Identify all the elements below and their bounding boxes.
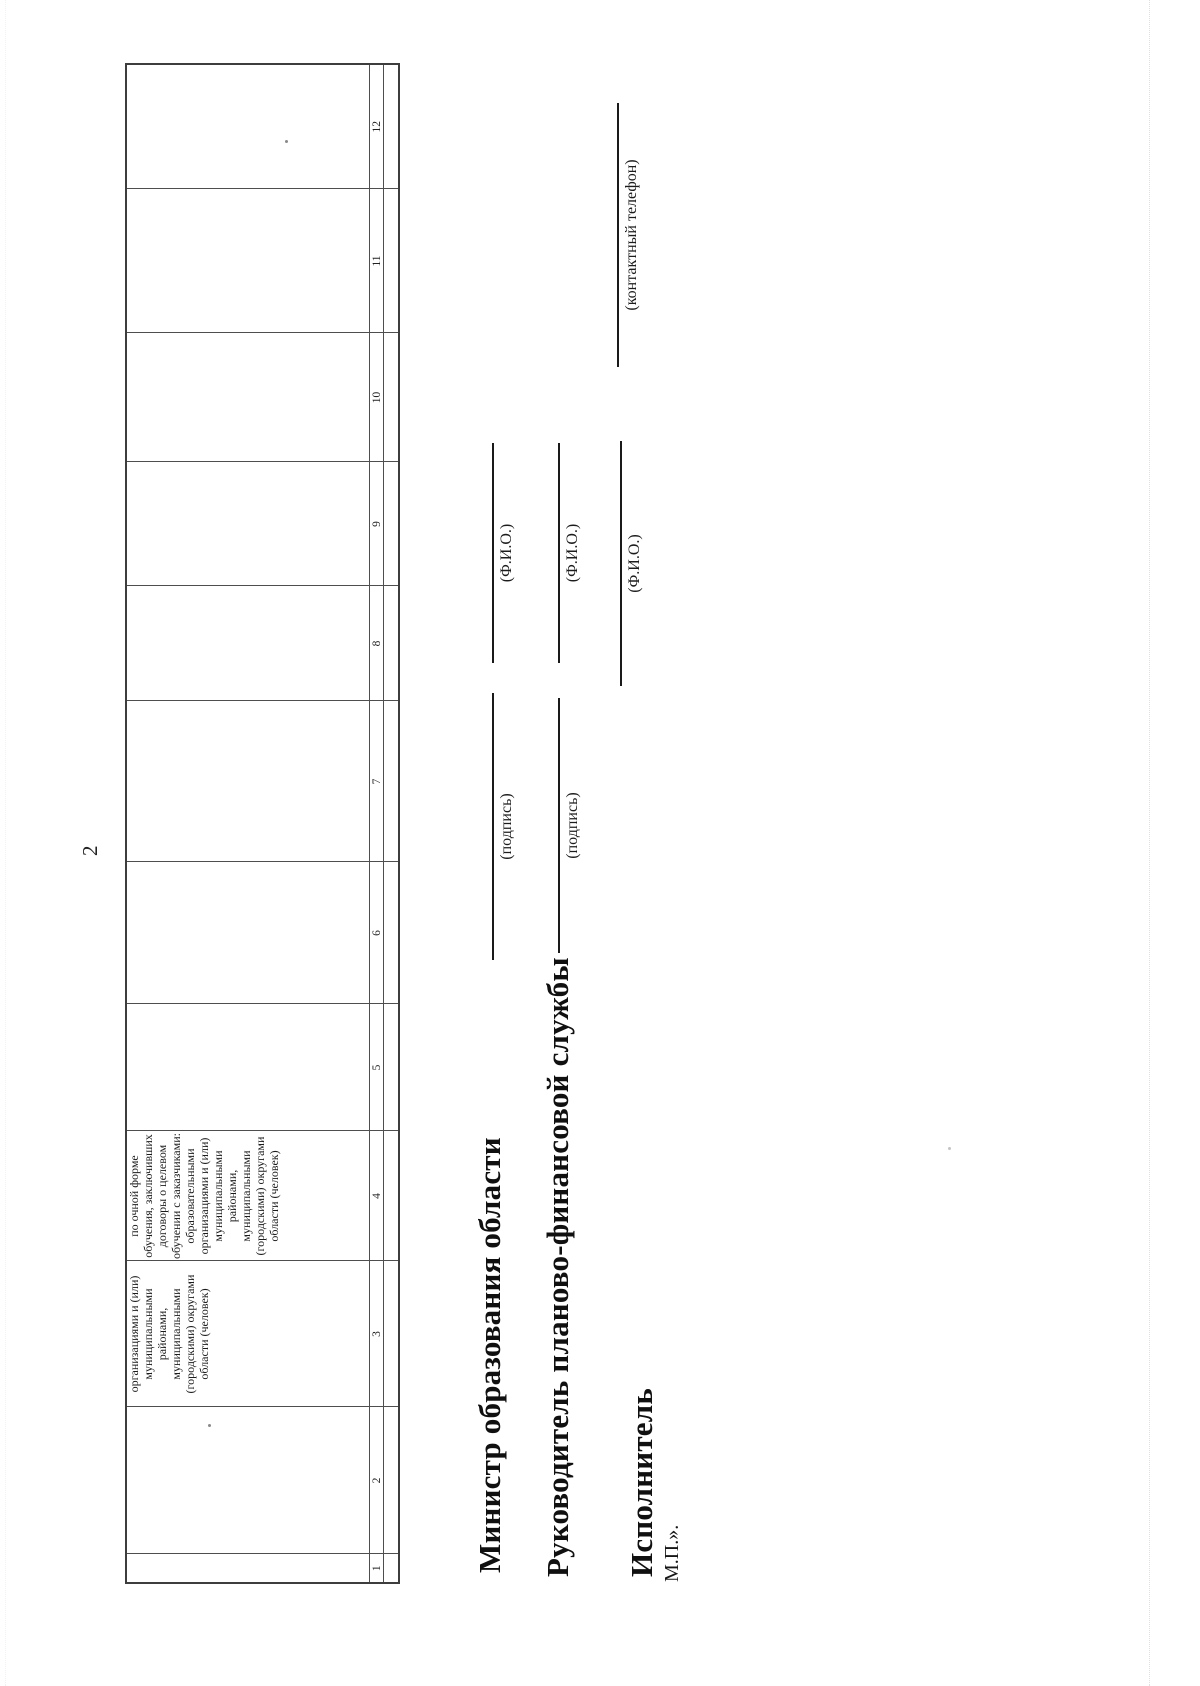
scan-artifact	[5, 0, 6, 1686]
column-number-2: 2	[370, 1407, 384, 1554]
minister-name-line	[492, 443, 516, 663]
column-number-4: 4	[370, 1131, 384, 1261]
column-number-5: 5	[370, 1004, 384, 1131]
executor-title: Исполнитель	[624, 1388, 659, 1577]
finance-head-name-line	[558, 443, 582, 663]
finance-head-signature-label: (подпись)	[564, 792, 581, 859]
header-cell-col7	[126, 701, 370, 862]
seal-mark: М.П.».	[661, 1524, 683, 1582]
executor-name-label: (Ф.И.О.)	[626, 534, 643, 593]
data-cell-col10	[384, 333, 400, 462]
data-cell-col5	[384, 1004, 400, 1131]
column-number-8: 8	[370, 586, 384, 701]
scan-speck	[285, 140, 288, 143]
data-cell-col12	[384, 64, 400, 189]
finance-head-signature-line	[558, 698, 582, 953]
column-number-7: 7	[370, 701, 384, 862]
finance-head-title: Руководитель планово-финансовой службы	[540, 957, 575, 1577]
column-number-1: 1	[370, 1554, 384, 1583]
scan-artifact	[1149, 0, 1150, 1686]
data-cell-col8	[384, 586, 400, 701]
minister-name-label: (Ф.И.О.)	[498, 523, 515, 583]
header-cell-col4: по очной форме обучения, заключивших договоры о целевом обучении с заказчиками: образовательными организациями и (или) муниципальными районами, муниципальными (городскими) округами области (человек)	[126, 1131, 370, 1261]
data-cell-col4	[384, 1131, 400, 1261]
header-cell-col11	[126, 189, 370, 333]
data-cell-col3	[384, 1261, 400, 1407]
header-cell-col3: организациями и (или) муниципальными районами, муниципальными (городскими) округами области (человек)	[126, 1261, 370, 1407]
header-cell-col12	[126, 64, 370, 189]
target-admission-table	[125, 63, 400, 1584]
data-cell-col9	[384, 462, 400, 586]
column-number-9: 9	[370, 462, 384, 586]
header-cell-col8	[126, 586, 370, 701]
table-header-row	[126, 64, 370, 1583]
column-number-6: 6	[370, 862, 384, 1004]
header-cell-col5	[126, 1004, 370, 1131]
column-number-11: 11	[370, 189, 384, 333]
column-number-12: 12	[370, 64, 384, 189]
executor-phone-label: (контактный телефон)	[623, 159, 640, 311]
column-number-3: 3	[370, 1261, 384, 1407]
data-cell-col2	[384, 1407, 400, 1554]
data-cell-col11	[384, 189, 400, 333]
header-cell-col6	[126, 862, 370, 1004]
scan-speck	[208, 1424, 211, 1427]
finance-head-name-label: (Ф.И.О.)	[564, 523, 581, 583]
column-number-row	[370, 64, 384, 1583]
executor-phone-line	[617, 103, 641, 367]
executor-name-line	[620, 441, 644, 686]
column-number-10: 10	[370, 333, 384, 462]
data-cell-col6	[384, 862, 400, 1004]
page-number: 2	[78, 845, 102, 856]
header-cell-col2	[126, 1407, 370, 1554]
minister-title: Министр образования области	[472, 1137, 507, 1573]
data-cell-col1	[384, 1554, 400, 1583]
header-cell-col10	[126, 333, 370, 462]
empty-data-row	[384, 64, 400, 1583]
header-cell-col1	[126, 1554, 370, 1583]
scan-speck	[948, 1147, 951, 1150]
minister-signature-line	[492, 693, 516, 960]
data-cell-col7	[384, 701, 400, 862]
header-cell-col9	[126, 462, 370, 586]
minister-signature-label: (подпись)	[498, 793, 515, 860]
